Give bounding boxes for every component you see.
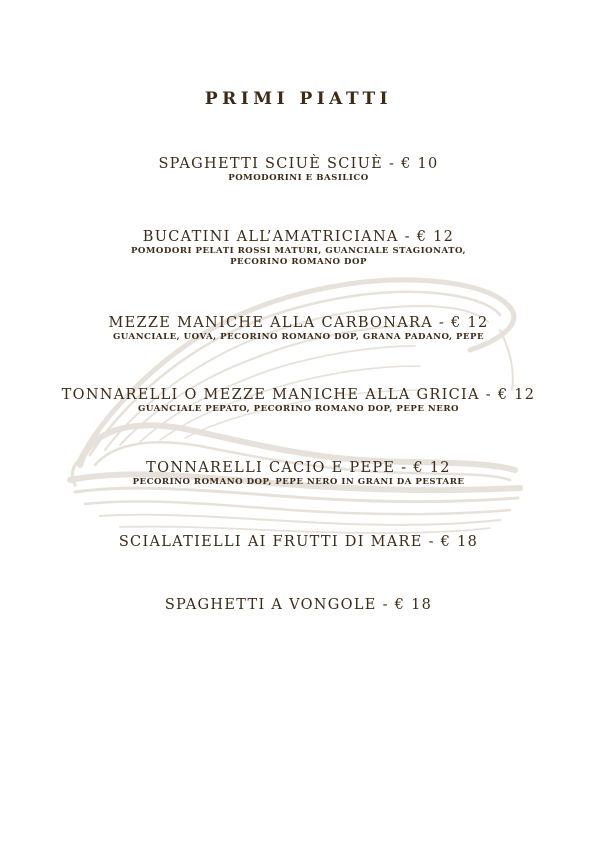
dish-name: MEZZE MANICHE ALLA CARBONARA - € 12 xyxy=(108,315,489,331)
section-title: PRIMI PIATTI xyxy=(204,89,393,109)
dish-description: POMODORI PELATI ROSSI MATURI, GUANCIALE STAGIONATO, xyxy=(130,246,467,256)
dish-description: GUANCIALE, UOVA, PECORINO ROMANO DOP, GRANA PADANO, PEPE xyxy=(112,332,485,342)
dish-name: SCIALATIELLI AI FRUTTI DI MARE - € 18 xyxy=(118,534,479,550)
dish-item xyxy=(0,314,597,343)
dish-item xyxy=(0,459,597,488)
dish-item xyxy=(0,228,597,268)
dish-name: TONNARELLI CACIO E PEPE - € 12 xyxy=(146,460,451,476)
dish-description: GUANCIALE PEPATO, PECORINO ROMANO DOP, PEPE NERO xyxy=(138,404,459,414)
dish-description: PECORINO ROMANO DOP, PEPE NERO IN GRANI DA PESTARE xyxy=(132,477,465,487)
dish-item xyxy=(0,596,597,614)
dish-item xyxy=(0,386,597,415)
dish-description: PECORINO ROMANO DOP xyxy=(230,257,367,267)
dish-name: BUCATINI ALL’AMATRICIANA - € 12 xyxy=(142,229,455,245)
dish-description: POMODORINI E BASILICO xyxy=(228,173,369,183)
dish-name: SPAGHETTI A VONGOLE - € 18 xyxy=(164,597,433,613)
dish-name: SPAGHETTI SCIUÈ SCIUÈ - € 10 xyxy=(158,156,439,172)
dish-item xyxy=(0,533,597,551)
dish-item xyxy=(0,155,597,184)
dish-name: TONNARELLI O MEZZE MANICHE ALLA GRICIA - € 12 xyxy=(61,387,536,403)
